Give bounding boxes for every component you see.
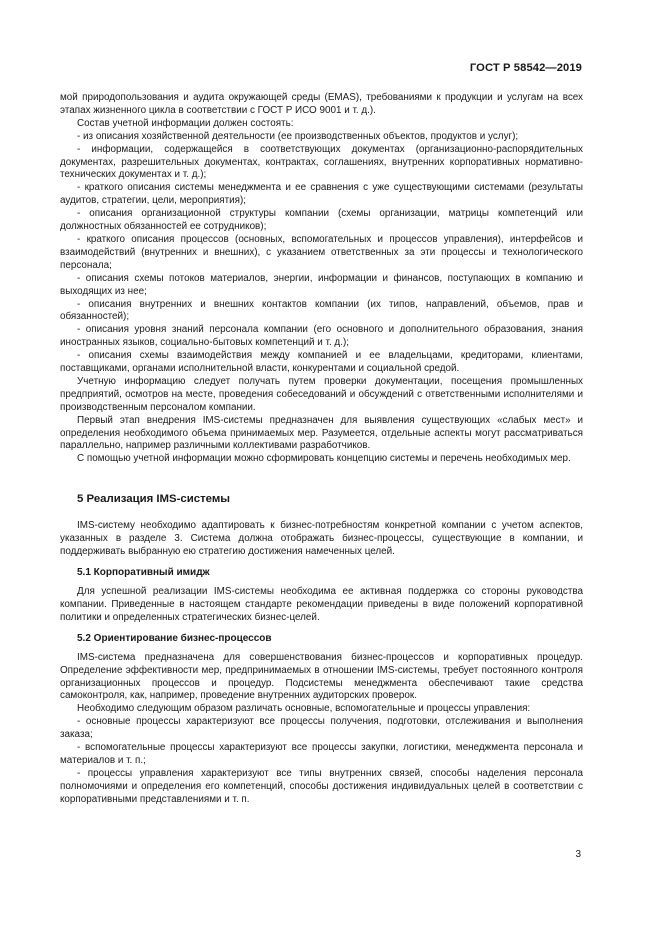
paragraph: Для успешной реализации IMS-системы необходима ее активная поддержка со стороны руководства компании. Приведенные в настоящем стандарте рекомендации приведены в виде положений корпоративной политики и определенных стратегических бизнес-целей.	[60, 586, 583, 623]
subsection-heading: 5.2 Ориентирование бизнес-процессов	[77, 632, 272, 644]
paragraph: С помощью учетной информации можно сформировать концепцию системы и перечень необходимых мер.	[77, 453, 571, 465]
list-item: - краткого описания системы менеджмента и ее сравнения с уже существующими системами (результаты аудитов, стратегии, цели, мероприятия);	[60, 182, 583, 207]
list-item: - вспомогательные процессы характеризуют все процессы закупки, логистики, менеджмента персонала и материалов и т. п.;	[60, 742, 583, 766]
list-item: - описания уровня знаний персонала компании (его основного и дополнительного образования, знания иностранных языков, социально-бытовых компетенций и т. д.);	[60, 324, 583, 349]
list-item: - описания схемы потоков материалов, энергии, информации и финансов, поступающих в компанию и выходящих из нее;	[60, 272, 583, 297]
list-item: - информации, содержащейся в соответствующих документах (организационно-распорядительных документах, разрешительных документах, контрактах, соглашениях, внутренних корпоративных нормативно-технических документах и т. д.);	[60, 143, 583, 181]
subsection-heading: 5.1 Корпоративный имидж	[77, 567, 210, 578]
paragraph: мой природопользования и аудита окружающей среды (EMAS), требованиями к продукции и услугам на всех этапах жизненного цикла в соответствии с ГОСТ Р ИСО 9001 и т. д.).	[60, 92, 583, 116]
list-item: - описания внутренних и внешних контактов компании (их типов, направлений, объемов, прав и обязанностей);	[60, 298, 583, 323]
paragraph: IMS-система предназначена для совершенствования бизнес-процессов и корпоративных процедур. Определение эффективности мер, предпринимаемых в отношении IMS-системы, требует постоянного контроля организационных процессов и процедур. Подсистемы менеджмента обеспечивают такие средства самоконтроля, как, например, проведение внутренних аудиторских проверок.	[60, 651, 583, 702]
paragraph: Первый этап внедрения IMS-системы предназначен для выявления существующих «слабых мест» и определения необходимого объема принимаемых мер. Разумеется, отдельные аспекты могут рассматриваться параллельно, например различными коллективами разработчиков.	[60, 414, 583, 452]
list-item: - из описания хозяйственной деятельности (ее производственных объектов, продуктов и услуг);	[77, 130, 519, 142]
page-content	[60, 92, 583, 807]
paragraph: IMS-систему необходимо адаптировать к бизнес-потребностям конкретной компании с учетом аспектов, указанных в разделе 3. Система должна отображать бизнес-процессы, существующие в компании, и поддерживать выбранную ею стратегию достижения намеченных целей.	[60, 520, 583, 558]
list-item: - основные процессы характеризуют все процессы получения, подготовки, отслеживания и выполнения заказа;	[60, 716, 583, 741]
paragraph: Необходимо следующим образом различать основные, вспомогательные и процессы управления:	[77, 703, 531, 715]
list-item: - описания организационной структуры компании (схемы организации, матрицы компетенций или должностных обязанностей ее сотрудников);	[60, 208, 583, 233]
section-heading: 5 Реализация IMS-системы	[77, 493, 231, 506]
paragraph: Учетную информацию следует получать путем проверки документации, посещения промышленных предприятий, осмотров на месте, проведения собеседований и обсуждений с ответственными исполнителями и производственным персоналом компании.	[60, 375, 583, 413]
standard-designation: ГОСТ Р 58542—2019	[469, 62, 582, 74]
list-item: - процессы управления характеризуют все типы внутренних связей, способы наделения персонала полномочиями и определения его компетенций, способы достижения индивидуальных целей в соответствии с корпоративными представлениями и т. п.	[60, 767, 583, 805]
list-item: - описания схемы взаимодействия между компанией и ее владельцами, кредиторами, клиентами, поставщиками, органами исполнительной власти, конкурентами и социальной средой.	[60, 350, 583, 375]
paragraph: Состав учетной информации должен состоять:	[77, 117, 294, 129]
list-item: - краткого описания процессов (основных, вспомогательных и процессов управления), интерфейсов и взаимодействий (внутренних и внешних), с указанием ответственных за эти процессы и технологического персонала;	[60, 233, 583, 271]
page-number: 3	[575, 849, 581, 860]
